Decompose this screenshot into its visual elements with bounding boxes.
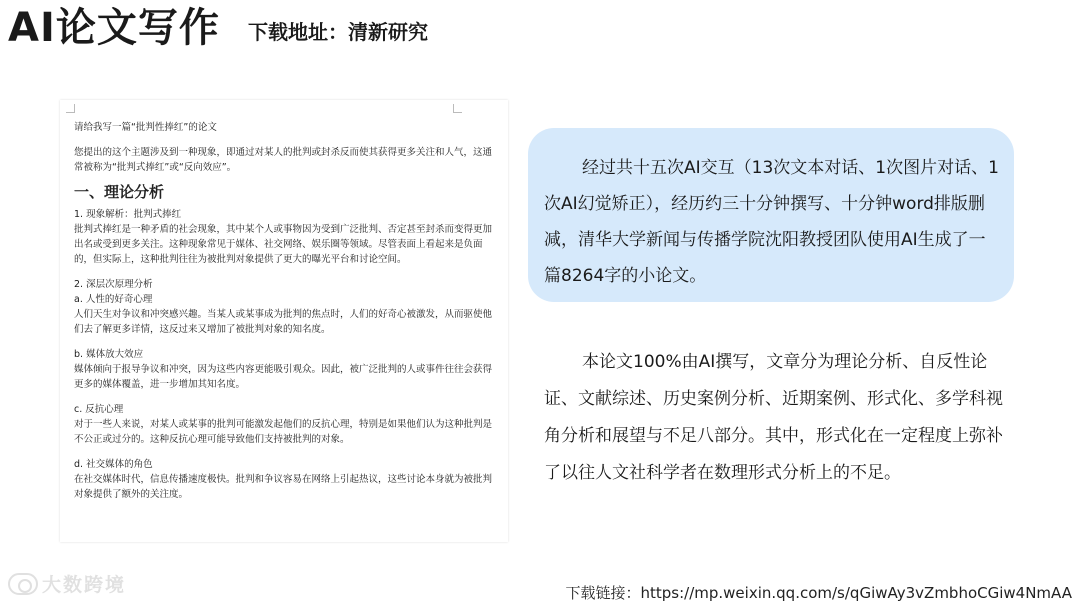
doc-c-title: c. 反抗心理 <box>74 404 124 415</box>
doc-d-body: 在社交媒体时代，信息传播速度极快。批判和争议容易在网络上引起热议，这些讨论本身就为被批判对象提供了额外的关注度。 <box>74 474 493 500</box>
page-title: AI论文写作 <box>8 5 220 51</box>
description-paragraph <box>544 344 1012 492</box>
watermark <box>8 570 126 597</box>
doc-intro: 您提出的这个主题涉及到一种现象，即通过对某人的批判或封杀反而使其获得更多关注和人气，这通常被称为“批判式捧红”或“反向效应”。 <box>74 147 493 173</box>
doc-b-body: 媒体倾向于报导争议和冲突，因为这些内容更能吸引观众。因此，被广泛批判的人或事件往往会获得更多的媒体覆盖，进一步增加其知名度。 <box>74 364 493 390</box>
doc-a-body: 人们天生对争议和冲突感兴趣。当某人或某事成为批判的焦点时，人们的好奇心被激发，从而驱使他们去了解更多详情，这反过来又增加了被批判对象的知名度。 <box>74 309 493 335</box>
doc-s2-title: 2. 深层次原理分析 <box>74 279 153 290</box>
page-corner-mark <box>66 104 75 113</box>
doc-s1-title: 1. 现象解析：批判式捧红 <box>74 209 182 220</box>
doc-section-title: 一、理论分析 <box>74 183 165 201</box>
watermark-text: 大数跨境 <box>42 574 127 596</box>
watermark-logo-icon <box>8 573 38 595</box>
doc-s1-body: 批判式捧红是一种矛盾的社会现象，其中某个人或事物因为受到广泛批判、否定甚至封杀而变得更加出名或受到更多关注。这种现象常见于媒体、社交网络、娱乐圈等领域。尽管表面上看起来是负面的，但实际上，这种批判往往为被批判对象提供了更大的曝光平台和讨论空间。 <box>74 224 493 265</box>
doc-c-body: 对于一些人来说，对某人或某事的批判可能激发起他们的反抗心理，特别是如果他们认为这种批判是不公正或过分的。这种反抗心理可能导致他们支持被批判的对象。 <box>74 419 493 445</box>
description-text: 本论文100%由AI撰写，文章分为理论分析、自反性论证、文献综述、历史案例分析、近期案例、形式化、多学科视角分析和展望与不足八部分。其中，形式化在一定程度上弥补了以往人文社科学者在数理形式分析上的不足。 <box>544 352 1003 483</box>
doc-prompt: 请给我写一篇“批判性捧红”的论文 <box>74 122 217 133</box>
page-corner-mark <box>453 104 462 113</box>
summary-bubble <box>528 128 1014 302</box>
doc-a-title: a. 人性的好奇心理 <box>74 294 153 305</box>
document-preview <box>60 100 508 542</box>
download-link[interactable]: 下载链接：https://mp.weixin.qq.com/s/qGiwAy3vZmbhoCGiw4NmAA <box>565 584 1072 602</box>
doc-b-title: b. 媒体放大效应 <box>74 349 144 360</box>
doc-d-title: d. 社交媒体的角色 <box>74 459 153 470</box>
page-subtitle: 下载地址：清新研究 <box>248 20 428 44</box>
summary-text: 经过共十五次AI交互（13次文本对话、1次图片对话、1次AI幻觉矫正），经历约三十分钟撰写、十分钟word排版删减，清华大学新闻与传播学院沈阳教授团队使用AI生成了一篇8264字的小论文。 <box>544 158 999 286</box>
